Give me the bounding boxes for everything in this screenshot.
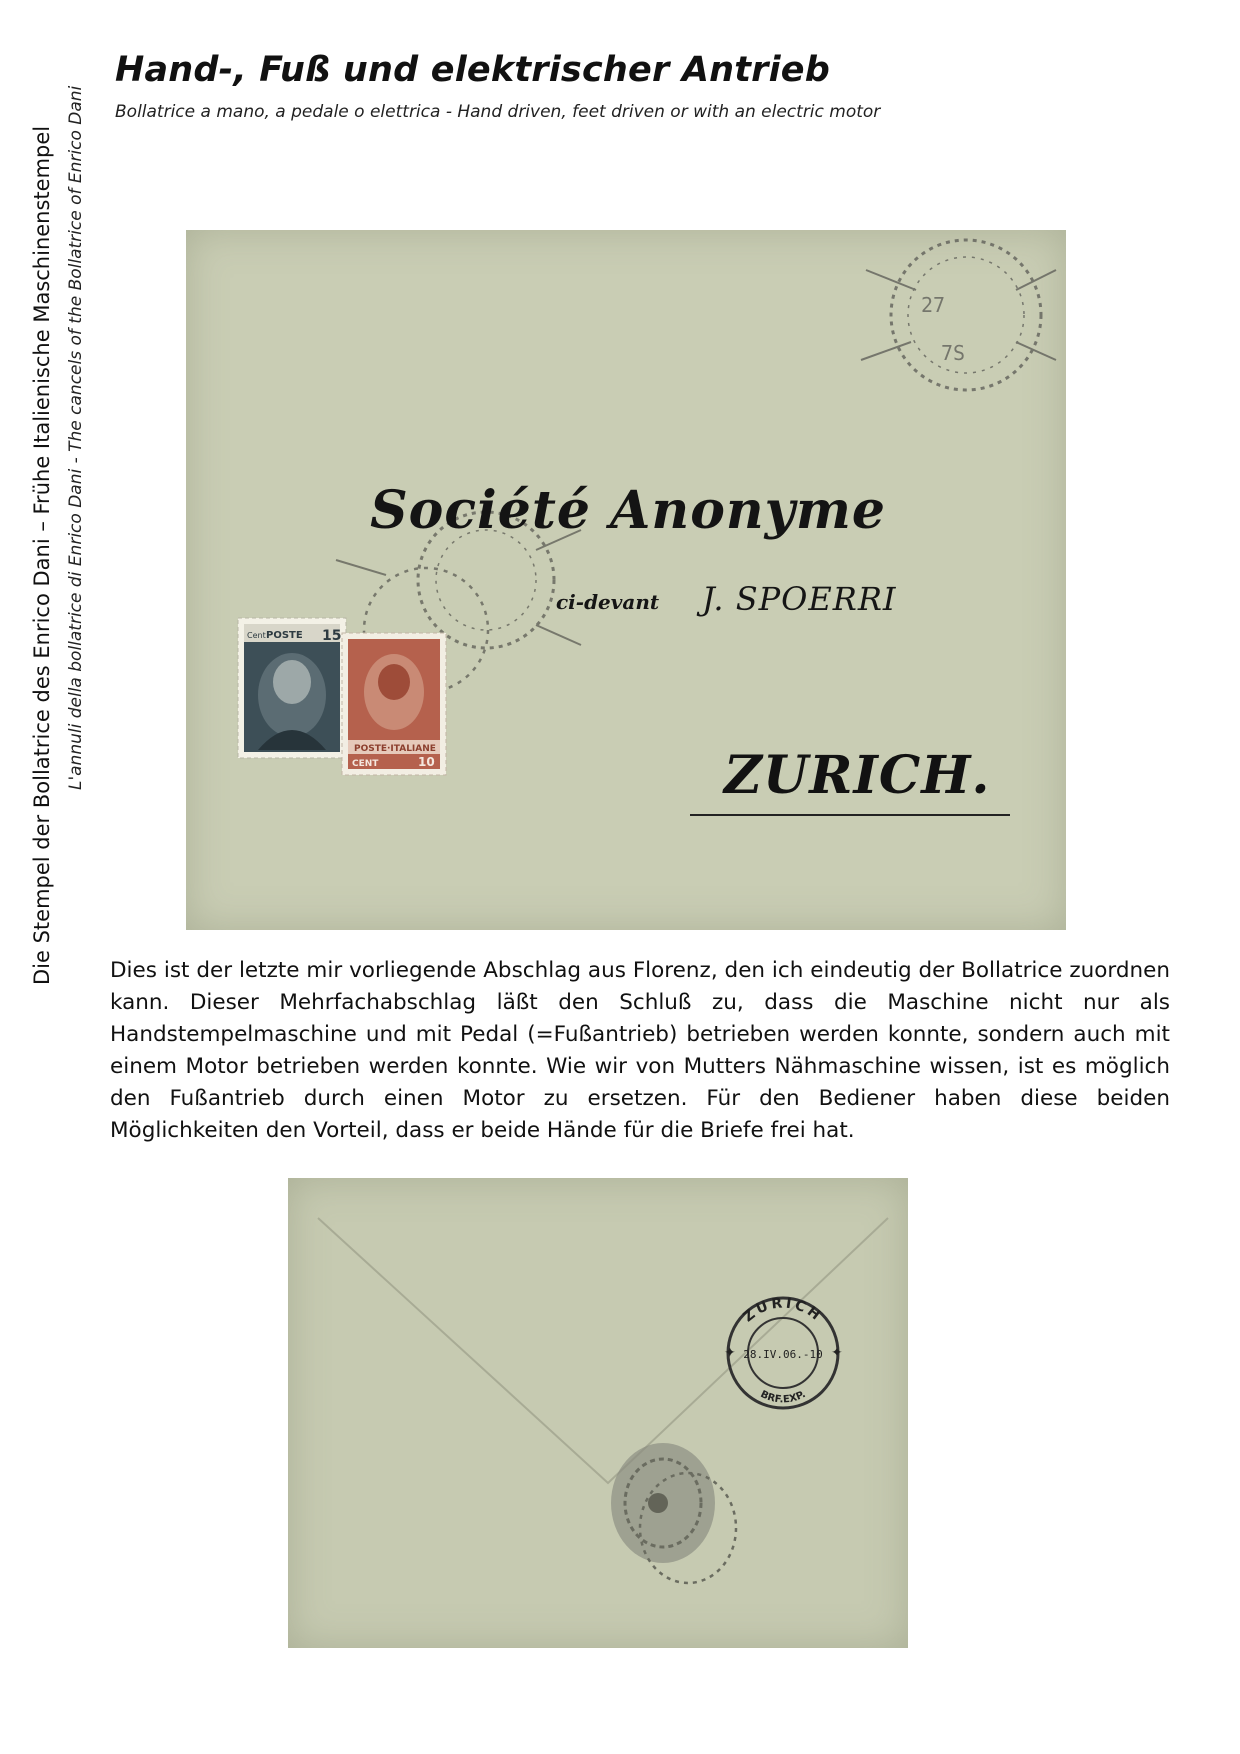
- svg-text:POSTE·ITALIANE: POSTE·ITALIANE: [354, 744, 436, 754]
- svg-text:CENT: CENT: [352, 759, 379, 769]
- svg-text:ZURICH: ZURICH: [740, 1295, 826, 1326]
- side-title-main: Die Stempel der Bollatrice des Enrico Dani – Frühe Italienische Maschinenstempel: [30, 125, 54, 985]
- envelope-address-underline: [690, 814, 1010, 816]
- envelope-addressee: J. SPOERRI: [702, 580, 897, 618]
- stamp-15-cent: [238, 618, 346, 758]
- svg-text:✦: ✦: [724, 1345, 736, 1361]
- transit-postmark-smudged: [611, 1443, 736, 1583]
- envelope-back-artwork: [288, 1178, 908, 1648]
- svg-text:10: 10: [418, 755, 435, 769]
- svg-text:Cent: Cent: [247, 631, 266, 640]
- envelope-city: ZURICH.: [724, 745, 991, 806]
- svg-text:15: 15: [322, 628, 342, 644]
- svg-text:POSTE: POSTE: [266, 630, 303, 641]
- postmark-top-right: [861, 240, 1056, 390]
- svg-text:7S: 7S: [941, 341, 966, 365]
- description-paragraph: Dies ist der letzte mir vorliegende Abschlag aus Florenz, den ich eindeutig der Bollatrice zuordnen kann. Dieser Mehrfachabschlag läßt den Schluß zu, dass die Maschine nicht nur als Handstempelmaschine und mit Pedal (=Fußantrieb) betrieben werden konnte, sondern auch mit einem Motor betrieben werden konnte. Wie wir von Mutters Nähmaschine wissen, ist es möglich den Fußantrieb durch einen Motor zu ersetzen. Für den Bediener haben diese beiden Möglichkeiten den Vorteil, dass er beide Hände für die Briefe frei hat.: [110, 958, 1170, 1143]
- svg-text:BRF.EXP.: BRF.EXP.: [758, 1388, 808, 1406]
- receiving-mark-zurich: [724, 1295, 843, 1408]
- envelope-front-artwork: [186, 230, 1066, 930]
- envelope-front-image: [186, 230, 1066, 930]
- side-title-sub: L'annuli della bollatrice di Enrico Dani - The cancels of the Bollatrice of Enrico Dani: [66, 85, 86, 790]
- svg-text:27: 27: [921, 293, 946, 317]
- envelope-ci-devant: ci-devant: [556, 590, 660, 614]
- envelope-back-image: [288, 1178, 908, 1648]
- envelope-company-name: Société Anonyme: [370, 480, 886, 541]
- svg-text:28.IV.06.-10: 28.IV.06.-10: [743, 1348, 823, 1361]
- page-title: Hand-, Fuß und elektrischer Antrieb: [115, 50, 830, 90]
- stamp-10-cent: [342, 633, 446, 775]
- page-subtitle: Bollatrice a mano, a pedale o elettrica - Hand driven, feet driven or with an electric motor: [115, 102, 881, 122]
- svg-text:✦: ✦: [831, 1345, 843, 1361]
